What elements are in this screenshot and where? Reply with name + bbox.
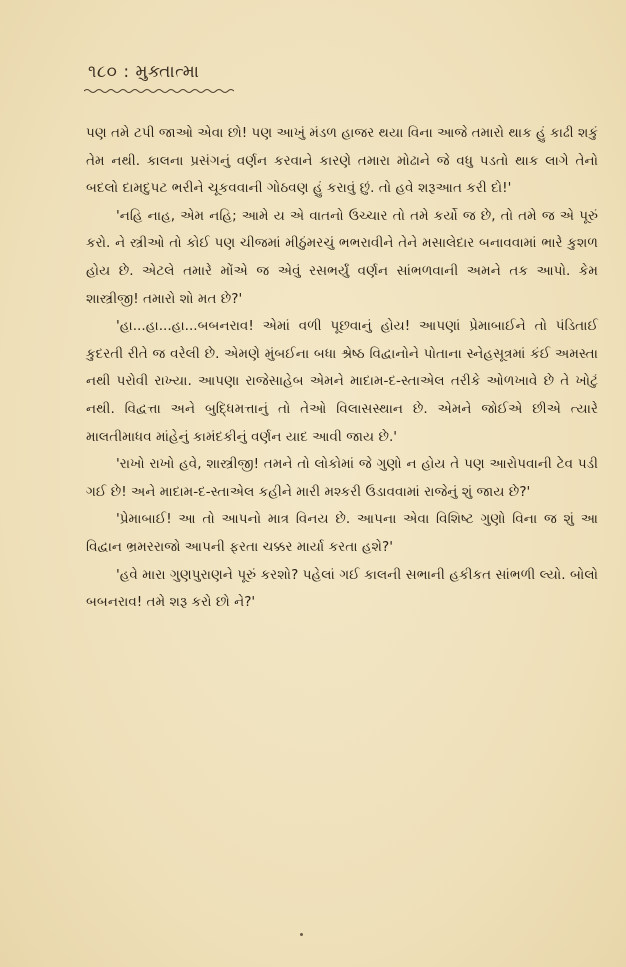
paragraph: 'નહિ નાહ, એમ નહિ; આમે ય એ વાતનો ઉચ્ચાર તો તમે કર્યો જ છે, તો તમે જ એ પૂરું કરો. ને સ્ત્રીઓ તો કોઈ પણ ચીજમાં મીઠુંમરચું ભભરાવીને તેને મસાલેદાર બનાવવામાં ભારે કુશળ હોય છે. એટલે તમારે મોંએ જ એવું રસભર્યું વર્ણન સાંભળવાની અમને તક આપો. કેમ શાસ્ત્રીજી! તમારો શો મત છે?' — [86, 207, 598, 307]
paragraph: 'પ્રેમાબાઈ! આ તો આપનો માત્ર વિનય છે. આપના એવા વિશિષ્ટ ગુણો વિના જ શું આ વિદ્વાન ભ્રમરરાજો આપની ફરતા ચક્કર માર્યા કરતા હશે?' — [86, 511, 598, 555]
page-mark — [300, 933, 303, 936]
book-title: મુક્તાત્મા — [135, 62, 200, 82]
body-text — [86, 120, 598, 617]
wavy-rule-ornament — [84, 88, 234, 94]
paragraph: 'હવે મારા ગુણપુરાણને પૂરું કરશો? પહેલાં ગઈ કાલની સભાની હકીકત સાંભળી લ્યો. બોલો બબનરાવ! તમે શરૂ કરો છો ને?' — [86, 566, 598, 611]
paragraph: 'હા...હા...હા...બબનરાવ! એમાં વળી પૂછવાનું હોય! આપણાં પ્રેમાબાઈને તો પંડિતાઈ કુદરતી રીતે જ વરેલી છે. એમણે મુંબઈના બધા શ્રેષ્ઠ વિદ્વાનોને પોતાના સ્નેહસૂત્રમાં કંઈ અમસ્તા નથી પરોવી રાખ્યા. આપણા રાજેસાહેબ એમને માદામ-દ-સ્તાએલ તરીકે ઓળખાવે છે તે ખોટું નથી. વિદ્વત્તા અને બુદ્ધિમત્તાનું તો તેઓ વિલાસસ્થાન છે. એમને જોઈએ છીએ ત્યારે માલતીમાધવ માંહેનું કામંદકીનું વર્ણન યાદ આવી જાય છે.' — [86, 318, 598, 445]
paragraph: પણ તમે ટપી જાઓ એવા છો! પણ આખું મંડળ હાજર થયા વિના આજે તમારો થાક હું કાઢી શકું તેમ નથી. કાલના પ્રસંગનું વર્ણન કરવાને કારણે તમારા મોઢાને જે વધુ પડતો થાક લાગે તેનો બદલો દામદુપટ ભરીને ચૂકવવાની ગોઠવણ હું કરાવું છું. તો હવે શરૂઆત કરી દો!' — [86, 125, 598, 197]
paragraph: 'રાખો રાખો હવે, શાસ્ત્રીજી! તમને તો લોકોમાં જે ગુણો ન હોય તે પણ આરોપવાની ટેવ પડી ગઈ છે! અને માદામ-દ-સ્તાએલ કહીને મારી મશ્કરી ઉડાવવામાં રાજેનું શું જાય છે?' — [86, 456, 598, 500]
running-header — [88, 62, 199, 82]
page-number: ૧૮૦ — [88, 62, 118, 82]
header-separator: : — [123, 62, 130, 82]
